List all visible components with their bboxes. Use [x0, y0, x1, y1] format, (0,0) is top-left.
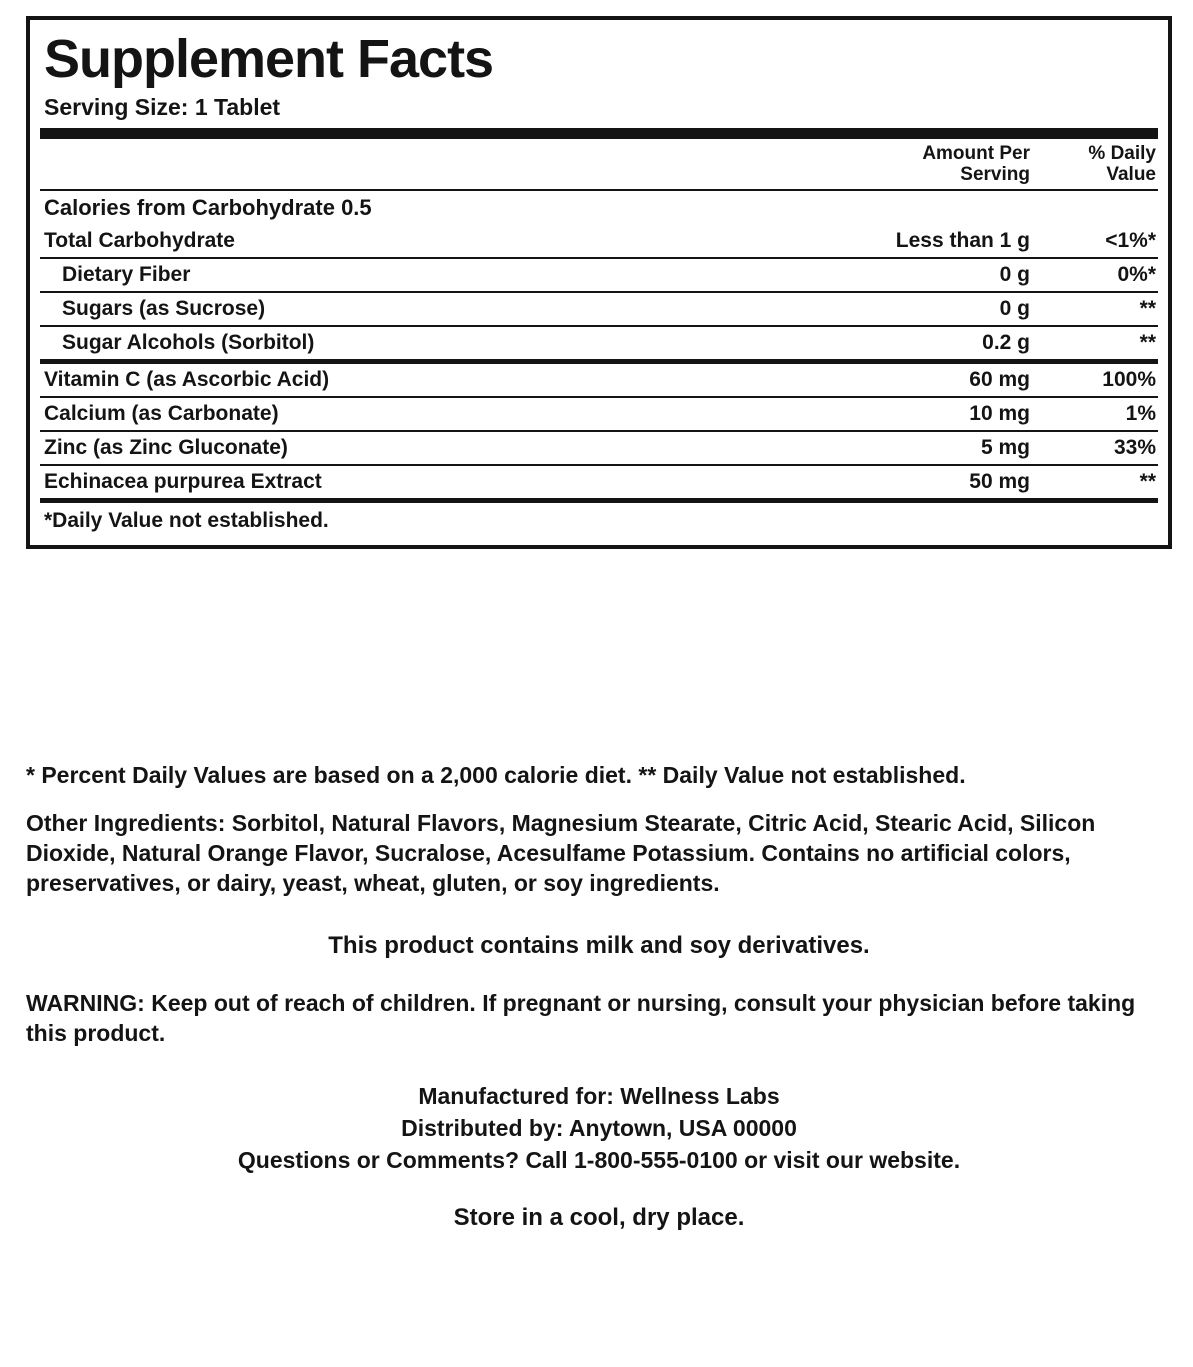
table-row	[40, 258, 1158, 292]
row-label: Dietary Fiber	[40, 258, 876, 292]
table-row	[40, 431, 1158, 465]
row-label: Vitamin C (as Ascorbic Acid)	[40, 362, 876, 398]
daily-value-footnote: *Daily Value not established.	[44, 509, 329, 532]
table-row	[40, 225, 1158, 258]
table-row	[40, 465, 1158, 501]
warning-paragraph: WARNING: Keep out of reach of children. If pregnant or nursing, consult your physician before taking this product.	[26, 990, 1136, 1046]
allergen-statement: This product contains milk and soy derivatives.	[328, 932, 870, 959]
spacer	[26, 1066, 1172, 1080]
row-dv: **	[1032, 465, 1158, 501]
header-daily-value: % Daily Value	[1032, 139, 1158, 190]
storage-footer: Store in a cool, dry place.	[453, 1204, 745, 1231]
row-amount: 5 mg	[876, 431, 1032, 465]
row-amount: 60 mg	[876, 362, 1032, 398]
nutrition-table	[40, 139, 1158, 503]
spacer	[26, 916, 1172, 930]
supplement-facts-panel	[26, 16, 1172, 549]
row-dv: 0%*	[1032, 258, 1158, 292]
panel-rule-heavy	[40, 128, 1158, 139]
row-amount: 0.2 g	[876, 326, 1032, 362]
daily-value-paragraph: * Percent Daily Values are based on a 2,000 calorie diet. ** Daily Value not established.	[26, 762, 966, 788]
row-dv: **	[1032, 326, 1158, 362]
table-row	[40, 292, 1158, 326]
contact-line: Questions or Comments? Call 1-800-555-0100 or visit our website.	[237, 1147, 961, 1173]
table-row	[40, 326, 1158, 362]
row-dv: 100%	[1032, 362, 1158, 398]
table-row-calories	[40, 190, 1158, 225]
row-amount: 50 mg	[876, 465, 1032, 501]
row-amount: Less than 1 g	[876, 225, 1032, 258]
row-amount	[876, 190, 1032, 225]
other-ingredients-paragraph: Other Ingredients: Sorbitol, Natural Flavors, Magnesium Stearate, Citric Acid, Stearic Acid, Silicon Dioxide, Natural Orange Flavor, Sucralose, Acesulfame Potassium. Contains no artificial colors, preservatives, or dairy, yeast, wheat, gluten, or soy ingredients.	[26, 810, 1096, 896]
row-label: Calcium (as Carbonate)	[40, 397, 876, 431]
row-dv	[1032, 190, 1158, 225]
manufacturer-line: Manufactured for: Wellness Labs	[418, 1083, 780, 1109]
spacer	[26, 1176, 1172, 1202]
row-label: Zinc (as Zinc Gluconate)	[40, 431, 876, 465]
header-amount: Amount Per Serving	[876, 139, 1032, 190]
distributor-line: Distributed by: Anytown, USA 00000	[401, 1115, 797, 1141]
row-label: Sugars (as Sucrose)	[40, 292, 876, 326]
row-amount: 10 mg	[876, 397, 1032, 431]
row-label: Total Carbohydrate	[40, 225, 876, 258]
table-row	[40, 362, 1158, 398]
label-body-text	[26, 760, 1172, 1234]
row-amount: 0 g	[876, 292, 1032, 326]
table-header-row	[40, 139, 1158, 190]
header-blank	[40, 139, 876, 190]
row-dv: **	[1032, 292, 1158, 326]
spacer	[26, 962, 1172, 988]
row-dv: <1%*	[1032, 225, 1158, 258]
row-amount: 0 g	[876, 258, 1032, 292]
serving-size: Serving Size: 1 Tablet	[44, 94, 281, 120]
panel-title: Supplement Facts	[44, 29, 494, 89]
row-label: Calories from Carbohydrate 0.5	[44, 195, 372, 220]
row-dv: 33%	[1032, 431, 1158, 465]
table-row	[40, 397, 1158, 431]
row-label: Echinacea purpurea Extract	[40, 465, 876, 501]
row-label: Sugar Alcohols (Sorbitol)	[40, 326, 876, 362]
row-dv: 1%	[1032, 397, 1158, 431]
